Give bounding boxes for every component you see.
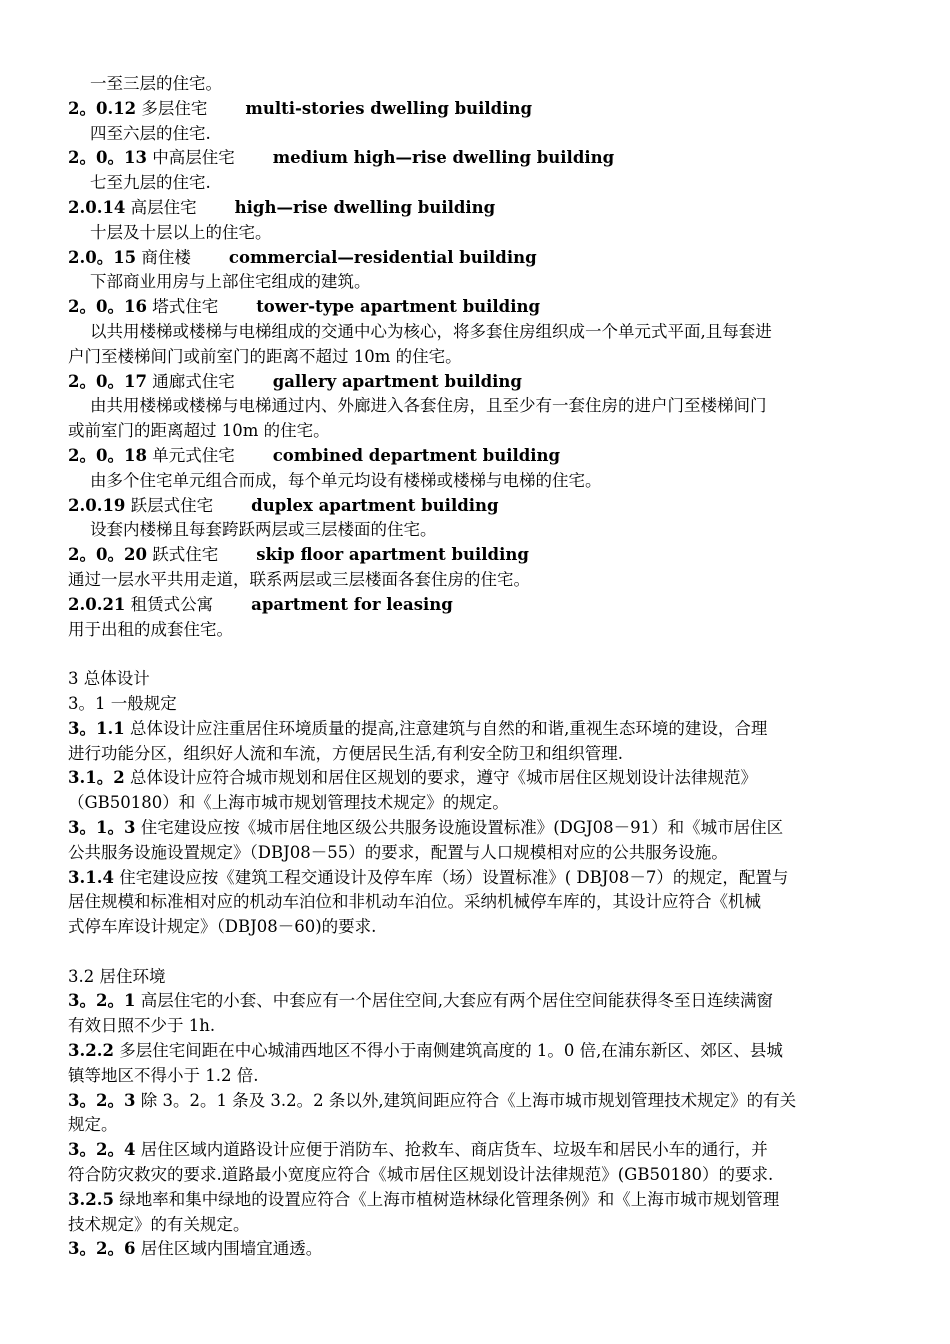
term-definition: 四至六层的住宅. — [90, 123, 211, 143]
term-english-name: medium high—rise dwelling building — [272, 148, 615, 168]
term-chinese-name: 跃式住宅 — [152, 545, 219, 565]
term-english-name: high—rise dwelling building — [234, 197, 496, 217]
clause-line — [68, 1064, 884, 1089]
clause-line — [68, 1213, 884, 1238]
clause-line — [68, 890, 884, 915]
clause-line — [68, 717, 884, 742]
clause-line — [68, 1188, 884, 1213]
term-definition: 设套内楼梯且每套跨跃两层或三层楼面的住宅。 — [90, 520, 437, 540]
clause-line — [68, 816, 884, 841]
clause-text: 总体设计应注重居住环境质量的提高,注意建筑与自然的和谐,重视生态环境的建设，合理 — [129, 718, 768, 738]
clause-line — [68, 1113, 884, 1138]
term-heading — [68, 146, 884, 171]
term-heading — [68, 543, 884, 568]
clause-number: 3。2。1 — [68, 991, 136, 1011]
term-number: 2.0.19 — [68, 495, 126, 515]
term-chinese-name: 通廊式住宅 — [152, 371, 235, 391]
clause-number: 3.2.5 — [68, 1189, 114, 1209]
term-english-name: apartment for leasing — [251, 594, 453, 614]
term-chinese-name: 跃层式住宅 — [130, 495, 214, 515]
clause-line — [68, 766, 884, 791]
clause-text: 总体设计应符合城市规划和居住区规划的要求，遵守《城市居住区规划设计法律规范》 — [129, 768, 757, 788]
term-number: 2.0.21 — [68, 594, 126, 614]
clause-number: 3.1。2 — [68, 768, 125, 788]
clause-number: 3。2。4 — [68, 1140, 136, 1160]
term-heading — [68, 593, 884, 618]
clause-line — [68, 742, 884, 767]
subsection-title: 3.2 居住环境 — [68, 966, 166, 986]
clause-text: 高层住宅的小套、中套应有一个居住空间,大套应有两个居住空间能获得冬至日连续满窗 — [140, 991, 773, 1011]
clause-text: 居住规模和标准相对应的机动车泊位和非机动车泊位。采纳机械停车库的，其设计应符合《机械 — [68, 892, 761, 912]
clause-line — [68, 915, 884, 940]
clause-line — [68, 866, 884, 891]
clause-text: 居住区域内围墙宜通透。 — [140, 1239, 323, 1259]
term-number: 2。0.12 — [68, 98, 137, 118]
term-number: 2.0。15 — [68, 247, 137, 267]
term-number: 2。0。20 — [68, 545, 147, 565]
term-heading — [68, 246, 884, 271]
term-heading — [68, 196, 884, 221]
term-definition: 用于出租的成套住宅。 — [68, 619, 233, 639]
term-number: 2。0。17 — [68, 371, 147, 391]
term-chinese-name: 租赁式公寓 — [130, 594, 214, 614]
term-chinese-name: 多层住宅 — [141, 98, 208, 118]
clause-text: 除 3。2。1 条及 3.2。2 条以外,建筑间距应符合《上海市城市规划管理技术规定》的有关 — [140, 1090, 797, 1110]
clause-text: 符合防灾救灾的要求.道路最小宽度应符合《城市居住区规划设计法律规范》(GB50180）的要求. — [68, 1165, 774, 1185]
clause-number: 3。1.1 — [68, 718, 125, 738]
term-english-name: gallery apartment building — [272, 371, 522, 391]
term-english-name: multi-stories dwelling building — [245, 98, 533, 118]
term-definition: 由多个住宅单元组合而成，每个单元均设有楼梯或楼梯与电梯的住宅。 — [90, 470, 602, 490]
clause-text: 住宅建设应按《城市居住地区级公共服务设施设置标准》(DGJ08－91）和《城市居住区 — [140, 817, 784, 837]
clause-text: 规定。 — [68, 1115, 118, 1135]
clause-text: 镇等地区不得小于 1.2 倍. — [68, 1065, 259, 1085]
clause-text: （GB50180）和《上海市城市规划管理技术规定》的规定。 — [68, 793, 509, 813]
blank-line — [68, 642, 884, 667]
term-number: 2.0.14 — [68, 197, 126, 217]
clause-text: 有效日照不少于 1h. — [68, 1016, 216, 1036]
clause-text: 绿地率和集中绿地的设置应符合《上海市植树造林绿化管理条例》和《上海市城市规划管理 — [119, 1189, 780, 1209]
section-title: 3 总体设计 — [68, 669, 150, 689]
term-heading — [68, 494, 884, 519]
term-english-name: combined department building — [272, 445, 561, 465]
clause-text: 公共服务设施设置规定》（DBJ08－55）的要求，配置与人口规模相对应的公共服务设施。 — [68, 842, 728, 862]
term-chinese-name: 塔式住宅 — [152, 297, 219, 317]
term-number: 2。0。18 — [68, 445, 147, 465]
term-definition: 七至九层的住宅. — [90, 173, 211, 193]
term-english-name: tower-type apartment building — [256, 297, 541, 317]
clause-line — [68, 1237, 884, 1262]
clause-line — [68, 841, 884, 866]
term-english-name: commercial—residential building — [228, 247, 537, 267]
clause-line — [68, 791, 884, 816]
subsection-title: 3。1 一般规定 — [68, 693, 177, 713]
term-chinese-name: 中高层住宅 — [152, 148, 235, 168]
term-heading — [68, 295, 884, 320]
term-definition: 下部商业用房与上部住宅组成的建筑。 — [90, 272, 371, 292]
term-definition: 通过一层水平共用走道，联系两层或三层楼面各套住房的住宅。 — [68, 569, 530, 589]
clause-number: 3.2.2 — [68, 1041, 114, 1061]
clause-text: 技术规定》的有关规定。 — [68, 1214, 250, 1234]
clause-number: 3。2。6 — [68, 1239, 136, 1259]
term-heading — [68, 97, 884, 122]
term-definition-line: 由共用楼梯或楼梯与电梯通过内、外廊进入各套住房，且至少有一套住房的进户门至楼梯间门 — [90, 396, 767, 416]
term-number: 2。0。13 — [68, 148, 147, 168]
term-chinese-name: 高层住宅 — [130, 197, 197, 217]
document-page — [68, 72, 884, 1262]
term-definition-line: 或前室门的距离超过 10m 的住宅。 — [68, 421, 330, 441]
clause-text: 多层住宅间距在中心城浦西地区不得小于南侧建筑高度的 1。0 倍,在浦东新区、郊区、县城 — [119, 1041, 783, 1061]
clause-number: 3。2。3 — [68, 1090, 136, 1110]
clause-text: 进行功能分区，组织好人流和车流，方便居民生活,有利安全防卫和组织管理. — [68, 743, 623, 763]
clause-text: 住宅建设应按《建筑工程交通设计及停车库（场）设置标准》( DBJ08－7）的规定，配置与 — [119, 867, 789, 887]
term-definition: 一至三层的住宅。 — [90, 74, 222, 93]
term-english-name: duplex apartment building — [251, 495, 499, 515]
term-definition-line: 以共用楼梯或楼梯与电梯组成的交通中心为核心，将多套住房组织成一个单元式平面,且每套进 — [90, 321, 772, 341]
clause-line — [68, 1163, 884, 1188]
term-definition: 十层及十层以上的住宅。 — [90, 222, 272, 242]
clause-number: 3.1.4 — [68, 867, 114, 887]
term-heading — [68, 444, 884, 469]
clause-line — [68, 1014, 884, 1039]
term-chinese-name: 单元式住宅 — [152, 445, 235, 465]
clause-line — [68, 1138, 884, 1163]
clause-text: 式停车库设计规定》（DBJ08－60)的要求. — [68, 917, 377, 937]
term-definition-line: 户门至楼梯间门或前室门的距离不超过 10m 的住宅。 — [68, 346, 462, 366]
clause-line — [68, 989, 884, 1014]
clause-number: 3。1。3 — [68, 817, 136, 837]
term-english-name: skip floor apartment building — [256, 545, 529, 565]
term-chinese-name: 商住楼 — [141, 247, 191, 267]
clause-line — [68, 1089, 884, 1114]
blank-line — [68, 940, 884, 965]
clause-text: 居住区域内道路设计应便于消防车、抢救车、商店货车、垃圾车和居民小车的通行，并 — [140, 1140, 768, 1160]
term-heading — [68, 370, 884, 395]
clause-line — [68, 1039, 884, 1064]
term-number: 2。0。16 — [68, 297, 147, 317]
